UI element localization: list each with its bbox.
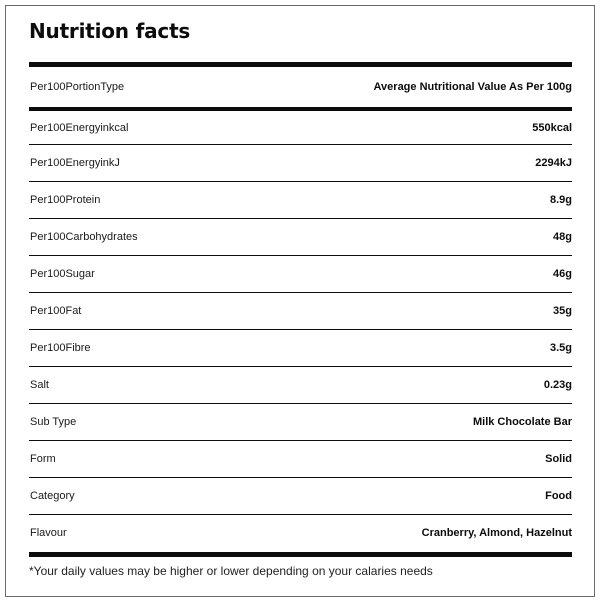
- table-row-portion-type: [29, 67, 572, 107]
- row-label: Per100PortionType: [30, 81, 125, 93]
- table-row-sub-type: [29, 403, 572, 440]
- row-value: 35g: [553, 305, 572, 317]
- row-value: Food: [545, 490, 572, 502]
- row-label: Flavour: [30, 527, 67, 539]
- row-label: Per100Fat: [30, 305, 82, 317]
- row-label: Form: [30, 453, 56, 465]
- table-row-salt: [29, 366, 572, 403]
- table-row-form: [29, 440, 572, 477]
- row-label: Salt: [30, 379, 49, 391]
- row-label: Category: [30, 490, 75, 502]
- table-row-protein: [29, 181, 572, 218]
- row-label: Per100Protein: [30, 194, 101, 206]
- nutrition-facts-panel: [5, 5, 595, 597]
- table-row-fibre: [29, 329, 572, 366]
- table-row-category: [29, 477, 572, 514]
- row-label: Per100EnergyinkJ: [30, 157, 120, 169]
- row-label: Sub Type: [30, 416, 77, 428]
- nutrition-table: [29, 67, 572, 551]
- row-value: 8.9g: [549, 194, 572, 206]
- row-value: Milk Chocolate Bar: [472, 416, 572, 428]
- table-row-carbohydrates: [29, 218, 572, 255]
- row-label: Per100Fibre: [30, 342, 91, 354]
- row-label: Per100Sugar: [30, 268, 95, 280]
- table-row-sugar: [29, 255, 572, 292]
- row-value: 0.23g: [543, 379, 572, 391]
- table-row-energy-kcal: [29, 107, 572, 144]
- footer-divider: [29, 552, 572, 557]
- row-value: 48g: [553, 231, 572, 243]
- table-row-fat: [29, 292, 572, 329]
- row-value: 46g: [553, 268, 572, 280]
- row-value: 3.5g: [549, 342, 572, 354]
- table-row-flavour: [29, 514, 572, 551]
- row-label: Per100Energyinkcal: [30, 121, 129, 134]
- row-value: Cranberry, Almond, Hazelnut: [421, 527, 572, 539]
- row-value: 550kcal: [532, 121, 572, 134]
- row-value: Average Nutritional Value As Per 100g: [373, 81, 572, 93]
- table-row-energy-kj: [29, 144, 572, 181]
- row-label: Per100Carbohydrates: [30, 231, 138, 243]
- row-value: 2294kJ: [535, 157, 572, 169]
- daily-values-footnote: *Your daily values may be higher or lower depending on your calaries needs: [29, 564, 433, 578]
- panel-title: Nutrition facts: [29, 19, 191, 43]
- row-value: Solid: [545, 453, 572, 465]
